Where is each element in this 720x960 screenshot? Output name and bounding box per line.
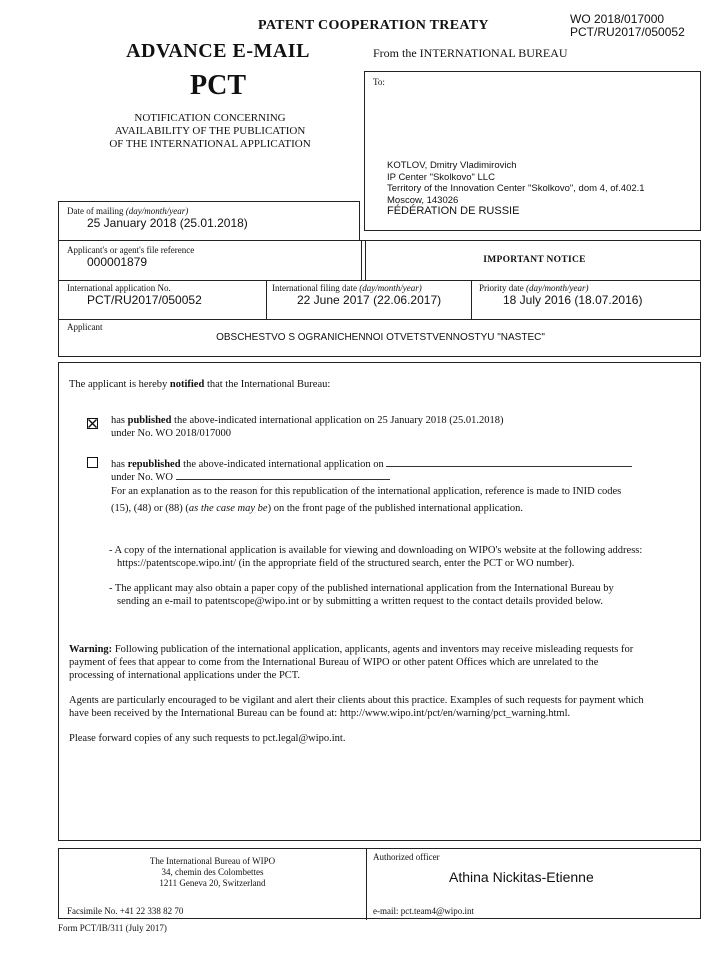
republished-line2	[111, 471, 696, 484]
filing-date-label	[272, 283, 422, 293]
text-part: has	[111, 415, 128, 426]
officer-email: e-mail: pct.team4@wipo.int	[373, 906, 475, 916]
bureau-address	[59, 856, 366, 889]
published-line2: under No. WO 2018/017000	[111, 428, 231, 439]
mailing-date-box	[58, 201, 360, 241]
agents-paragraph	[69, 694, 699, 720]
explanation-line1: For an explanation as to the reason for this republication of the international application, reference is made to INID codes	[111, 486, 622, 497]
bureau-line: The International Bureau of WIPO	[149, 856, 276, 866]
to-address-box	[364, 71, 701, 231]
published-checkbox	[87, 418, 98, 429]
published-line1	[111, 414, 504, 427]
address-line: Territory of the Innovation Center "Skolkovo", dom 4, of.402.1	[387, 183, 645, 194]
file-reference-label: Applicant's or agent's file reference	[67, 245, 195, 255]
application-number-top: PCT/RU2017/050052	[570, 25, 685, 39]
col-divider	[266, 280, 267, 319]
intro-text	[69, 378, 330, 391]
form-identifier: Form PCT/IB/311 (July 2017)	[58, 923, 167, 933]
notification-title	[60, 112, 360, 151]
mailing-date-label	[67, 206, 188, 216]
filing-label-italic: (day/month/year)	[359, 283, 422, 293]
filing-label-text: International filing date	[272, 283, 360, 293]
republished-text	[111, 458, 696, 515]
treaty-title: PATENT COOPERATION TREATY	[258, 18, 489, 33]
priority-date-value: 18 July 2016 (18.07.2016)	[503, 293, 643, 307]
authorized-officer-label: Authorized officer	[373, 852, 440, 862]
agents-line1: Agents are particularly encouraged to be vigilant and alert their clients about this practice. Examples of such requests for payment which	[69, 695, 644, 706]
date-blank-line	[386, 466, 632, 467]
address-line: IP Center "Skolkovo" LLC	[387, 171, 495, 183]
warning-line3: processing of international applications under the PCT.	[69, 670, 301, 681]
explanation-line2	[111, 502, 696, 515]
facsimile: Facsimile No. +41 22 338 82 70	[67, 906, 184, 916]
col-divider	[361, 241, 362, 280]
text-part: has	[111, 459, 128, 470]
text-part: Following publication of the international application, applicants, agents and inventors may receive misleading requests for	[112, 644, 634, 655]
warning-line1	[69, 643, 699, 656]
col-divider	[471, 280, 472, 319]
bureau-line: 1211 Geneva 20, Switzerland	[159, 878, 266, 888]
intl-application-label: International application No.	[67, 283, 171, 293]
row-divider	[59, 280, 700, 281]
mailing-label-italic: (day/month/year)	[125, 206, 189, 216]
mailing-label-text: Date of mailing	[67, 206, 126, 216]
warning-bold: Warning:	[69, 644, 113, 655]
intro-part: The applicant is hereby	[69, 379, 170, 390]
footer-divider	[366, 849, 367, 920]
bullet-line: - The applicant may also obtain a paper copy of the published international application from the International Bureau by	[109, 583, 614, 594]
bullet-website	[109, 544, 699, 570]
text-part: (15), (48) or (88) (	[111, 503, 189, 514]
notice-body	[58, 362, 701, 841]
notification-line: OF THE INTERNATIONAL APPLICATION	[109, 138, 311, 150]
notification-line: NOTIFICATION CONCERNING	[134, 112, 286, 124]
bullet-paper-copy	[109, 582, 699, 608]
number-blank-line	[176, 479, 390, 480]
priority-label-italic: (day/month/year)	[526, 283, 589, 293]
address-line: KOTLOV, Dmitry Vladimirovich	[387, 160, 517, 171]
check-x-icon	[88, 419, 97, 428]
text-part: ) on the front page of the published international application.	[267, 503, 524, 514]
text-bold: republished	[127, 459, 181, 470]
col-divider	[365, 241, 366, 280]
applicant-label: Applicant	[67, 322, 103, 332]
intl-application-value: PCT/RU2017/050052	[87, 293, 202, 307]
addressee	[387, 160, 645, 218]
text-part: the above-indicated international application on	[180, 459, 384, 470]
publication-number: WO 2018/017000	[570, 12, 665, 26]
bullet-line: https://patentscope.wipo.int/ (in the appropriate field of the structured search, enter the PCT or WO number).	[117, 558, 575, 569]
filing-date-value: 22 June 2017 (22.06.2017)	[297, 293, 442, 307]
agents-line2: have been received by the International Bureau can be found at: http://www.wipo.int/pct/en/warning/pct_warning.html.	[69, 708, 571, 719]
text-part: the above-indicated international application on 25 January 2018 (25.01.2018)	[171, 415, 504, 426]
forward-paragraph: Please forward copies of any such requests to pct.legal@wipo.int.	[69, 733, 346, 744]
address-line: FÉDÉRATION DE RUSSIE	[387, 205, 520, 217]
republished-line1	[111, 458, 696, 471]
bullet-line: - A copy of the international application is available for viewing and downloading on WIPO's website at the following address:	[109, 545, 643, 556]
republished-checkbox	[87, 457, 98, 468]
footer-box	[58, 848, 701, 919]
priority-date-label	[479, 283, 588, 293]
intro-part: that the International Bureau:	[204, 379, 331, 390]
published-text	[111, 414, 504, 440]
to-label: To:	[373, 77, 385, 87]
notification-line: AVAILABILITY OF THE PUBLICATION	[114, 125, 306, 137]
file-reference-value: 000001879	[87, 255, 148, 269]
bureau-line: 34, chemin des Colombettes	[161, 867, 264, 877]
officer-name: Athina Nickitas-Etienne	[449, 869, 594, 885]
mailing-date-value: 25 January 2018 (25.01.2018)	[87, 216, 248, 230]
row-divider	[59, 319, 700, 320]
advance-email-title: ADVANCE E-MAIL	[126, 40, 310, 62]
important-notice: IMPORTANT NOTICE	[483, 255, 586, 265]
priority-label-text: Priority date	[479, 283, 526, 293]
text-part: under No. WO	[111, 472, 173, 483]
application-info-grid	[58, 240, 701, 357]
applicant-value: OBSCHESTVO S OGRANICHENNOI OTVETSTVENNOSTYU "NASTEC"	[216, 332, 545, 343]
from-bureau: From the INTERNATIONAL BUREAU	[373, 46, 568, 60]
bullet-line: sending an e-mail to patentscope@wipo.int or by submitting a written request to the contact details provided below.	[117, 596, 604, 607]
address-line: Moscow, 143026	[387, 194, 459, 206]
intro-bold: notified	[169, 379, 205, 390]
warning-paragraph	[69, 643, 699, 682]
text-italic: as the case may be	[188, 503, 268, 514]
text-bold: published	[127, 415, 172, 426]
warning-line2: payment of fees that appear to come from the International Bureau of WIPO or other patent Offices which are unrelated to the	[69, 657, 599, 668]
pct-title: PCT	[190, 70, 246, 101]
